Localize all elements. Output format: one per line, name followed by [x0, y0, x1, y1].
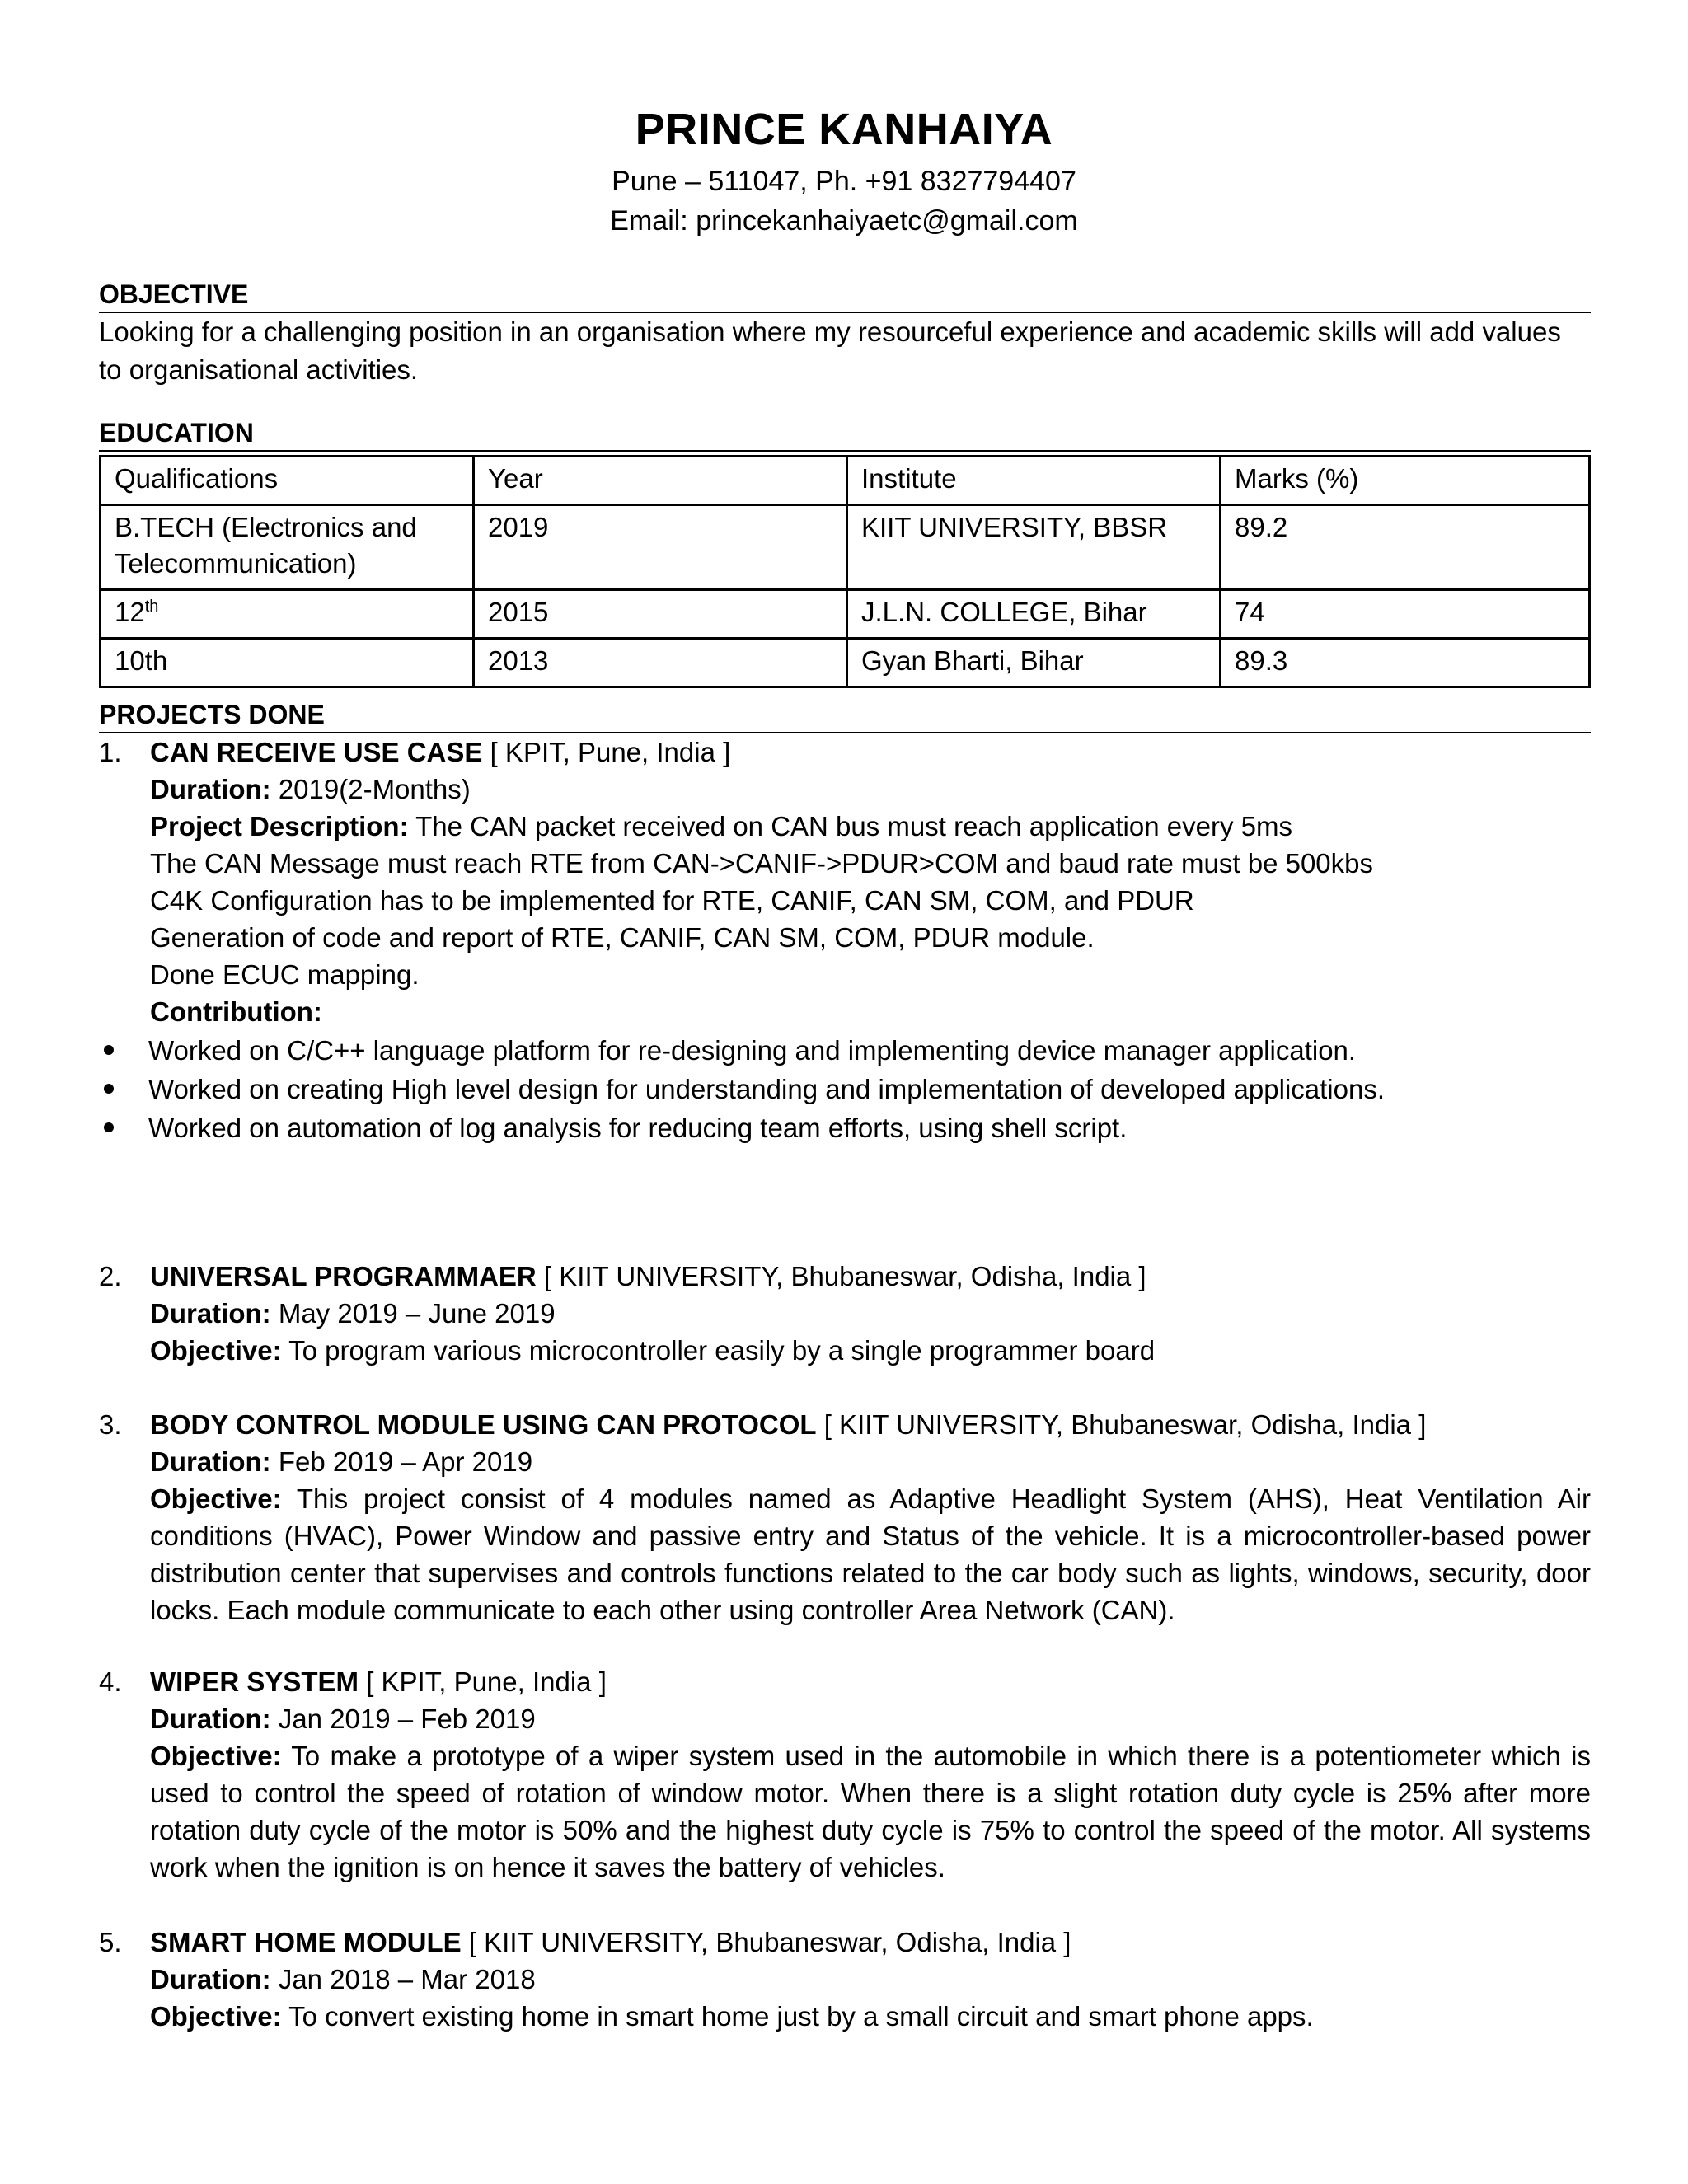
project-duration: Duration: Jan 2018 – Mar 2018 [150, 1964, 536, 1994]
description-line: The CAN Message must reach RTE from CAN->CANIF->PDUR>COM and baud rate must be 500kbs [150, 848, 1374, 879]
project-number: 1. [99, 737, 122, 767]
objective-text: Looking for a challenging position in an organisation where my resourceful experience and academic skills will add values to organisational activities. [99, 316, 1561, 385]
project-heading [150, 1258, 1591, 1295]
projects-title: PROJECTS DONE [99, 697, 1591, 733]
project-number: 3. [99, 1409, 122, 1440]
project-name: UNIVERSAL PROGRAMMAER [150, 1261, 537, 1291]
project-location: [ KIIT UNIVERSITY, Bhubaneswar, Odisha, India ] [536, 1261, 1146, 1291]
project-item [99, 1258, 1591, 1369]
qualification-cell: B.TECH (Electronics and Telecommunication) [101, 505, 474, 590]
project-duration: Duration: 2019(2-Months) [150, 774, 471, 804]
description-line: Generation of code and report of RTE, CANIF, CAN SM, COM, PDUR module. [150, 922, 1095, 953]
description-line: Done ECUC mapping. [150, 959, 420, 990]
contribution-list [99, 1032, 1418, 1146]
project-objective: Objective: To make a prototype of a wiper system used in the automobile in which there is a potentiometer which is used to control the speed of rotation of window motor. When there is a slight rotation duty cycle is 25% after more rotation duty cycle of the motor is 50% and the highest duty cycle is 75% to control the speed of the motor. All systems work when the ignition is on hence it saves the battery of vehicles. [150, 1741, 1591, 1882]
list-item: Worked on automation of log analysis for reducing team efforts, using shell script. [148, 1109, 1418, 1146]
table-row [101, 590, 1590, 639]
project-heading [150, 1406, 1591, 1443]
description-line: C4K Configuration has to be implemented for RTE, CANIF, CAN SM, COM, and PDUR [150, 885, 1194, 916]
objective-title: OBJECTIVE [99, 277, 1591, 313]
email-line: Email: princekanhaiyaetc@gmail.com [610, 205, 1078, 237]
project-item [99, 1663, 1591, 1886]
project-location: [ KIIT UNIVERSITY, Bhubaneswar, Odisha, India ] [461, 1927, 1071, 1957]
project-objective: Objective: To program various microcontroller easily by a single programmer board [150, 1335, 1156, 1366]
project-location: [ KPIT, Pune, India ] [482, 737, 731, 767]
project-duration: Duration: May 2019 – June 2019 [150, 1298, 556, 1329]
year-cell: 2019 [474, 505, 847, 590]
list-item: Worked on creating High level design for understanding and implementation of developed applications. [148, 1071, 1418, 1108]
table-row [101, 639, 1590, 687]
project-name: BODY CONTROL MODULE USING CAN PROTOCOL [150, 1409, 817, 1440]
projects-section [99, 697, 1591, 733]
address-phone: Pune – 511047, Ph. +91 8327794407 [612, 166, 1076, 197]
institute-cell: Gyan Bharti, Bihar [847, 639, 1221, 687]
project-number: 4. [99, 1666, 122, 1697]
marks-cell: 74 [1221, 590, 1590, 639]
objective-section [99, 277, 1591, 389]
bullet-icon [104, 1084, 114, 1094]
project-name: CAN RECEIVE USE CASE [150, 737, 483, 767]
institute-cell: KIIT UNIVERSITY, BBSR [847, 505, 1221, 590]
project-number: 5. [99, 1927, 122, 1957]
bullet-icon [104, 1045, 114, 1055]
project-location: [ KPIT, Pune, India ] [359, 1666, 607, 1697]
table-row [101, 505, 1590, 590]
table-header-row [101, 457, 1590, 505]
project-name: WIPER SYSTEM [150, 1666, 359, 1697]
education-title: EDUCATION [99, 415, 1591, 452]
marks-cell: 89.2 [1221, 505, 1590, 590]
project-heading [150, 733, 1591, 771]
year-cell: 2013 [474, 639, 847, 687]
project-name: SMART HOME MODULE [150, 1927, 462, 1957]
bullet-icon [104, 1122, 114, 1132]
project-location: [ KIIT UNIVERSITY, Bhubaneswar, Odisha, India ] [816, 1409, 1427, 1440]
resume-header [0, 97, 1688, 241]
qualification-cell: 10th [101, 639, 474, 687]
education-section [99, 415, 1591, 688]
header-year: Year [474, 457, 847, 505]
year-cell: 2015 [474, 590, 847, 639]
institute-cell: J.L.N. COLLEGE, Bihar [847, 590, 1221, 639]
marks-cell: 89.3 [1221, 639, 1590, 687]
project-description: Project Description: The CAN packet received on CAN bus must reach application every 5ms [150, 811, 1292, 841]
qualification-cell: 12th [101, 590, 474, 639]
project-duration: Duration: Feb 2019 – Apr 2019 [150, 1446, 533, 1477]
project-heading [150, 1663, 1591, 1700]
project-item [99, 733, 1591, 1146]
project-item [99, 1924, 1591, 2035]
list-item: Worked on C/C++ language platform for re-designing and implementing device manager application. [148, 1032, 1418, 1069]
project-objective: Objective: To convert existing home in smart home just by a small circuit and smart phone apps. [150, 2001, 1314, 2032]
project-item [99, 1406, 1591, 1629]
project-duration: Duration: Jan 2019 – Feb 2019 [150, 1704, 536, 1734]
header-institute: Institute [847, 457, 1221, 505]
education-table [99, 455, 1591, 688]
header-qualifications: Qualifications [101, 457, 474, 505]
project-heading [150, 1924, 1591, 1961]
header-marks: Marks (%) [1221, 457, 1590, 505]
contribution-label: Contribution: [150, 996, 322, 1027]
project-objective: Objective: This project consist of 4 modules named as Adaptive Headlight System (AHS), Heat Ventilation Air conditions (HVAC), Power Window and passive entry and Status of the vehicle. It is a microcontroller-based power distribution center that supervises and controls functions related to the car body such as lights, windows, security, door locks. Each module communicate to each other using controller Area Network (CAN). [150, 1483, 1591, 1625]
candidate-name: PRINCE KANHAIYA [635, 105, 1053, 154]
project-number: 2. [99, 1261, 122, 1291]
